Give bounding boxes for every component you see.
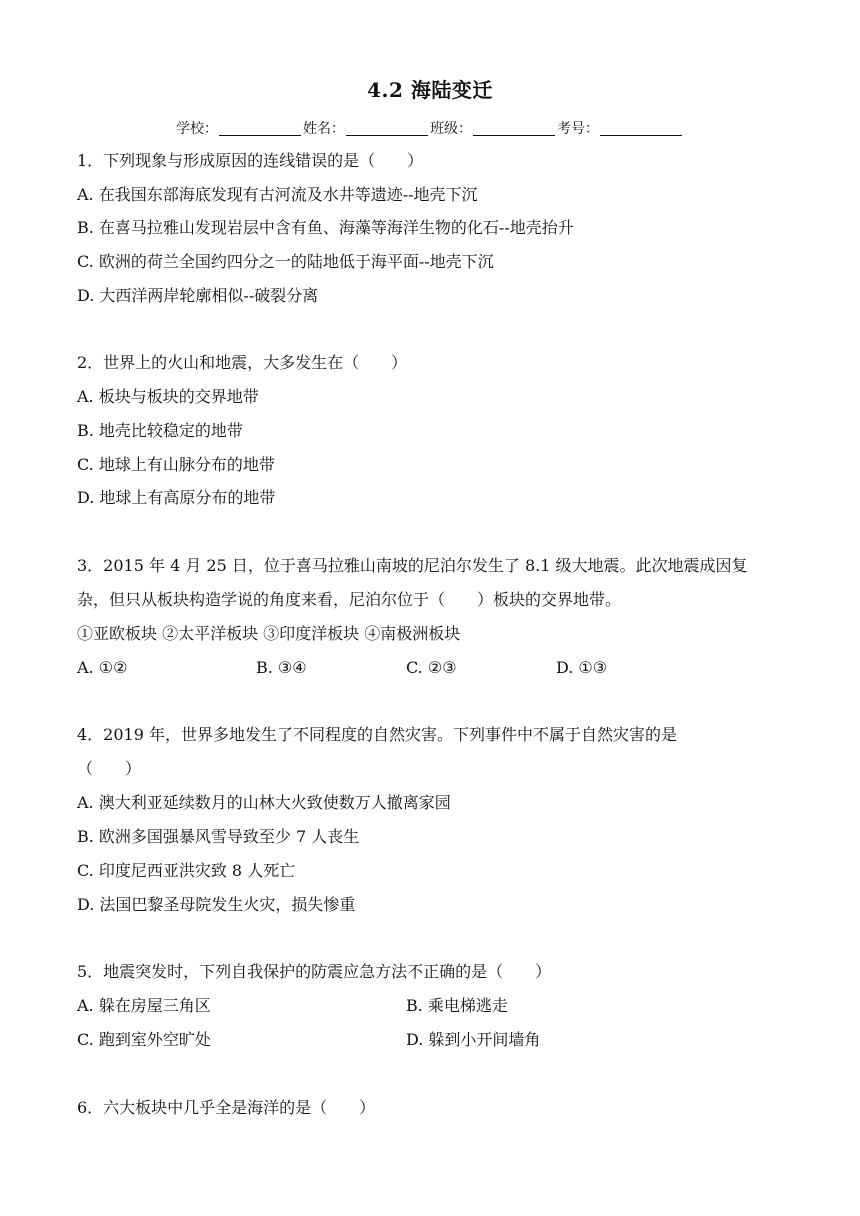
q1-option-d: D. 大西洋两岸轮廓相似--破裂分离 <box>77 286 319 305</box>
q4-option-c: C. 印度尼西亚洪灾致 8 人死亡 <box>77 861 296 880</box>
q4-stem-line-1: 4．2019 年，世界多地发生了不同程度的自然灾害。下列事件中不属于自然灾害的是 <box>77 725 677 744</box>
name-label: 姓名： <box>303 121 345 137</box>
q3-stem-line-1: 3．2015 年 4 月 25 日，位于喜马拉雅山南坡的尼泊尔发生了 8.1 级大地震。此次地震成因复 <box>77 556 748 575</box>
name-blank[interactable] <box>346 121 428 136</box>
q2-stem: 2．世界上的火山和地震，大多发生在（ ） <box>77 353 408 372</box>
q3-stem-line-2: 杂，但只从板块构造学说的角度来看，尼泊尔位于（ ）板块的交界地带。 <box>77 590 622 609</box>
page-title: 4.2 海陆变迁 <box>367 78 493 102</box>
q2-option-d: D. 地球上有高原分布的地带 <box>77 488 276 507</box>
q2-option-c: C. 地球上有山脉分布的地带 <box>77 455 275 474</box>
student-info-line <box>0 118 860 138</box>
q3-option-a: A. ①② <box>77 658 128 677</box>
exam-number-blank[interactable] <box>600 121 682 136</box>
q4-option-d: D. 法国巴黎圣母院发生火灾，损失惨重 <box>77 895 356 914</box>
q3-option-c: C. ②③ <box>406 658 457 677</box>
q4-stem-line-2: （ ） <box>77 759 142 778</box>
school-blank[interactable] <box>219 121 301 136</box>
q3-option-d: D. ①③ <box>556 658 608 677</box>
class-blank[interactable] <box>473 121 555 136</box>
q6-stem: 6．六大板块中几乎全是海洋的是（ ） <box>77 1098 376 1117</box>
class-label: 班级： <box>430 121 472 137</box>
q2-option-b: B. 地壳比较稳定的地带 <box>77 421 243 440</box>
q5-stem: 5．地震突发时，下列自我保护的防震应急方法不正确的是（ ） <box>77 962 552 981</box>
q1-option-b: B. 在喜马拉雅山发现岩层中含有鱼、海藻等海洋生物的化石--地壳抬升 <box>77 218 574 237</box>
q1-option-a: A. 在我国东部海底发现有古河流及水井等遗迹--地壳下沉 <box>77 185 478 204</box>
q1-option-c: C. 欧洲的荷兰全国约四分之一的陆地低于海平面--地壳下沉 <box>77 252 494 271</box>
q1-stem: 1．下列现象与形成原因的连线错误的是（ ） <box>77 151 424 170</box>
q3-plate-list: ①亚欧板块 ②太平洋板块 ③印度洋板块 ④南极洲板块 <box>77 624 461 643</box>
q4-option-a: A. 澳大利亚延续数月的山林大火致使数万人撤离家园 <box>77 793 451 812</box>
q3-option-b: B. ③④ <box>256 658 307 677</box>
exam-number-label: 考号： <box>557 121 599 137</box>
q5-option-d: D. 躲到小开间墙角 <box>406 1030 541 1049</box>
q5-option-a: A. 躲在房屋三角区 <box>77 996 211 1015</box>
q4-option-b: B. 欧洲多国强暴风雪导致至少 7 人丧生 <box>77 827 360 846</box>
q5-option-c: C. 跑到室外空旷处 <box>77 1030 211 1049</box>
q2-option-a: A. 板块与板块的交界地带 <box>77 387 259 406</box>
school-label: 学校： <box>176 121 218 137</box>
q5-option-b: B. 乘电梯逃走 <box>406 996 508 1015</box>
